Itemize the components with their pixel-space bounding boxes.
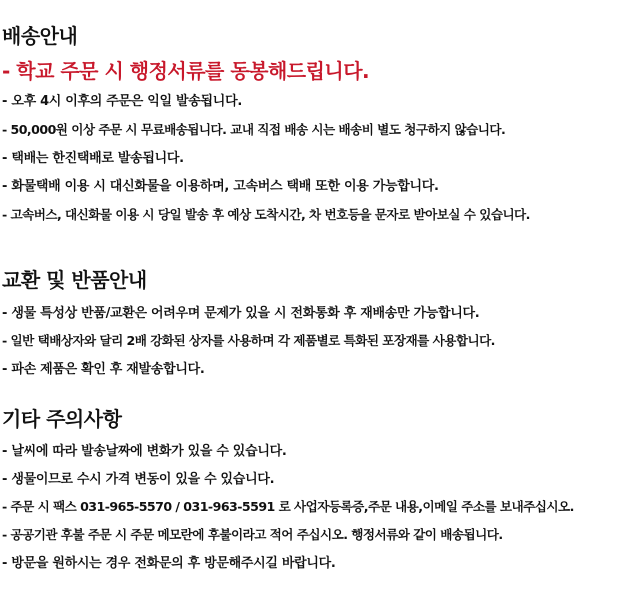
shipping-item: - 오후 4시 이후의 주문은 익일 발송됩니다.	[2, 94, 242, 109]
shipping-item: - 택배는 한진택배로 발송됩니다.	[2, 151, 184, 166]
shipping-item: - 고속버스, 대신화물 이용 시 당일 발송 후 예상 도착시간, 차 번호등을 문자로 받아보실 수 있습니다.	[2, 207, 530, 222]
notes-item: - 방문을 원하시는 경우 전화문의 후 방문해주시길 바랍니다.	[2, 556, 336, 571]
returns-item: - 파손 제품은 확인 후 재발송합니다.	[2, 362, 205, 377]
returns-item: - 생물 특성상 반품/교환은 어려우며 문제가 있을 시 전화통화 후 재배송만 가능합니다.	[2, 306, 480, 321]
notes-item: - 생물이므로 수시 가격 변동이 있을 수 있습니다.	[2, 472, 275, 487]
notes-item: - 공공기관 후불 주문 시 주문 메모란에 후불이라고 적어 주십시오. 행정서류와 같이 배송됩니다.	[2, 527, 503, 542]
shipping-item: - 50,000원 이상 주문 시 무료배송됩니다. 교내 직접 배송 시는 배송비 별도 청구하지 않습니다.	[2, 122, 506, 137]
shipping-section-title: 배송안내	[2, 24, 78, 48]
shipping-item: - 화물택배 이용 시 대신화물을 이용하며, 고속버스 택배 또한 이용 가능합니다.	[2, 179, 439, 194]
returns-item: - 일반 택배상자와 달리 2배 강화된 상자를 사용하며 각 제품별로 특화된 포장재를 사용합니다.	[2, 333, 495, 348]
notes-section-title: 기타 주의사항	[2, 407, 122, 431]
notes-item: - 주문 시 팩스 031-965-5570 / 031-963-5591 로 사업자등록증,주문 내용,이메일 주소를 보내주십시오.	[2, 499, 574, 514]
notes-item: - 날씨에 따라 발송날짜에 변화가 있을 수 있습니다.	[2, 444, 287, 459]
returns-section-title: 교환 및 반품안내	[2, 268, 147, 292]
shipping-school-notice: - 학교 주문 시 행정서류를 동봉해드립니다.	[2, 59, 370, 83]
